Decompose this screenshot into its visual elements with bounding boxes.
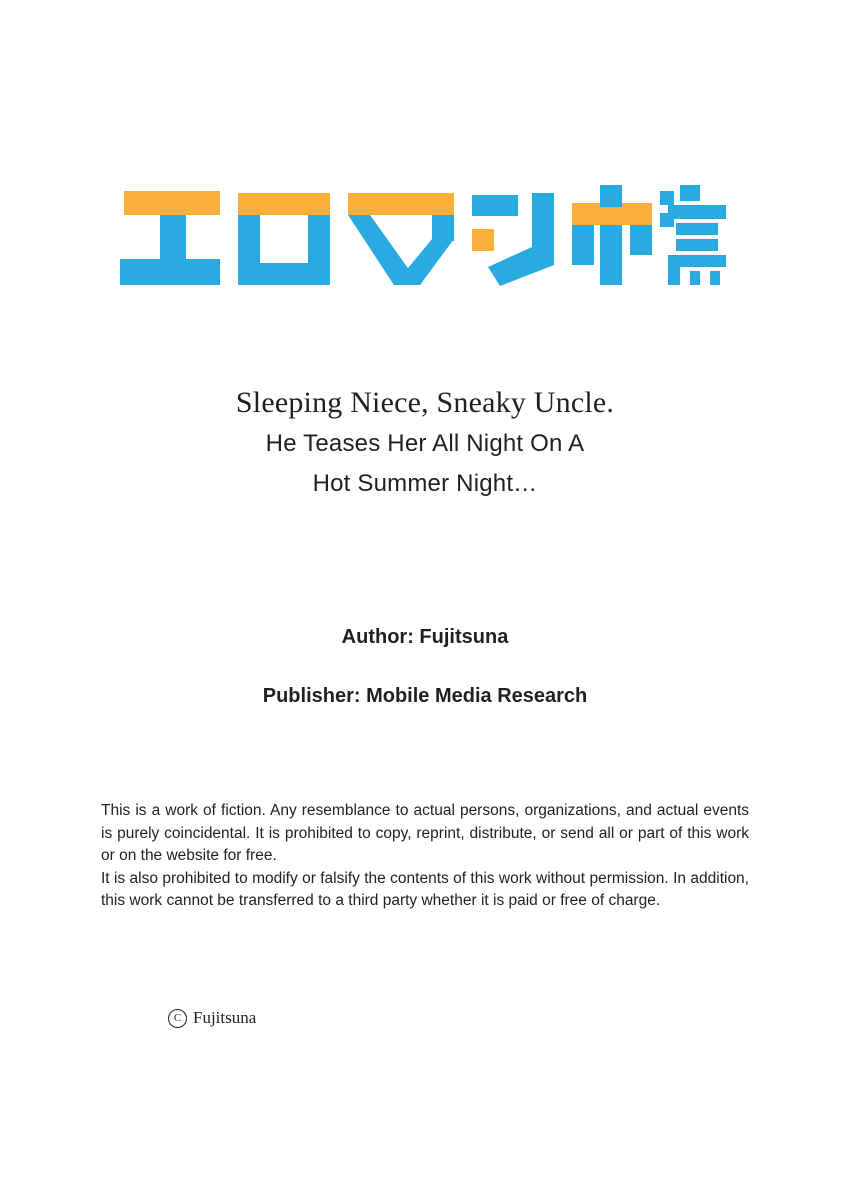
logo-char-n <box>472 193 554 286</box>
copyright-icon: C <box>168 1009 187 1028</box>
copyright-notice <box>168 1008 256 1028</box>
eromangato-logo-icon <box>120 185 730 300</box>
publisher-line: Publisher: Mobile Media Research <box>262 685 588 707</box>
logo-char-e <box>120 191 220 285</box>
publisher-logo <box>0 185 850 300</box>
logo-char-ga <box>572 185 674 285</box>
title-line-1: Sleeping Niece, Sneaky Uncle. <box>235 386 615 419</box>
title-line-3: Hot Summer Night… <box>312 470 538 497</box>
logo-char-shima <box>668 185 726 285</box>
disclaimer-paragraph-2: It is also prohibited to modify or falsify the contents of this work without permission. In addition, this work cannot be transferred to a third party whether it is paid or free of charge. <box>101 869 749 909</box>
work-title <box>0 382 850 504</box>
author-line: Author: Fujitsuna <box>341 626 509 648</box>
logo-char-ro <box>238 193 330 285</box>
credits-block <box>0 608 850 726</box>
title-line-2: He Teases Her All Night On A <box>265 430 585 457</box>
legal-disclaimer <box>101 800 749 913</box>
copyright-holder: Fujitsuna <box>193 1008 257 1027</box>
logo-char-ma <box>348 193 454 285</box>
disclaimer-paragraph-1: This is a work of fiction. Any resemblance to actual persons, organizations, and actual events is purely coincidental. It is prohibited to copy, reprint, distribute, or send all or part of this work or on the website for free. <box>101 802 749 864</box>
